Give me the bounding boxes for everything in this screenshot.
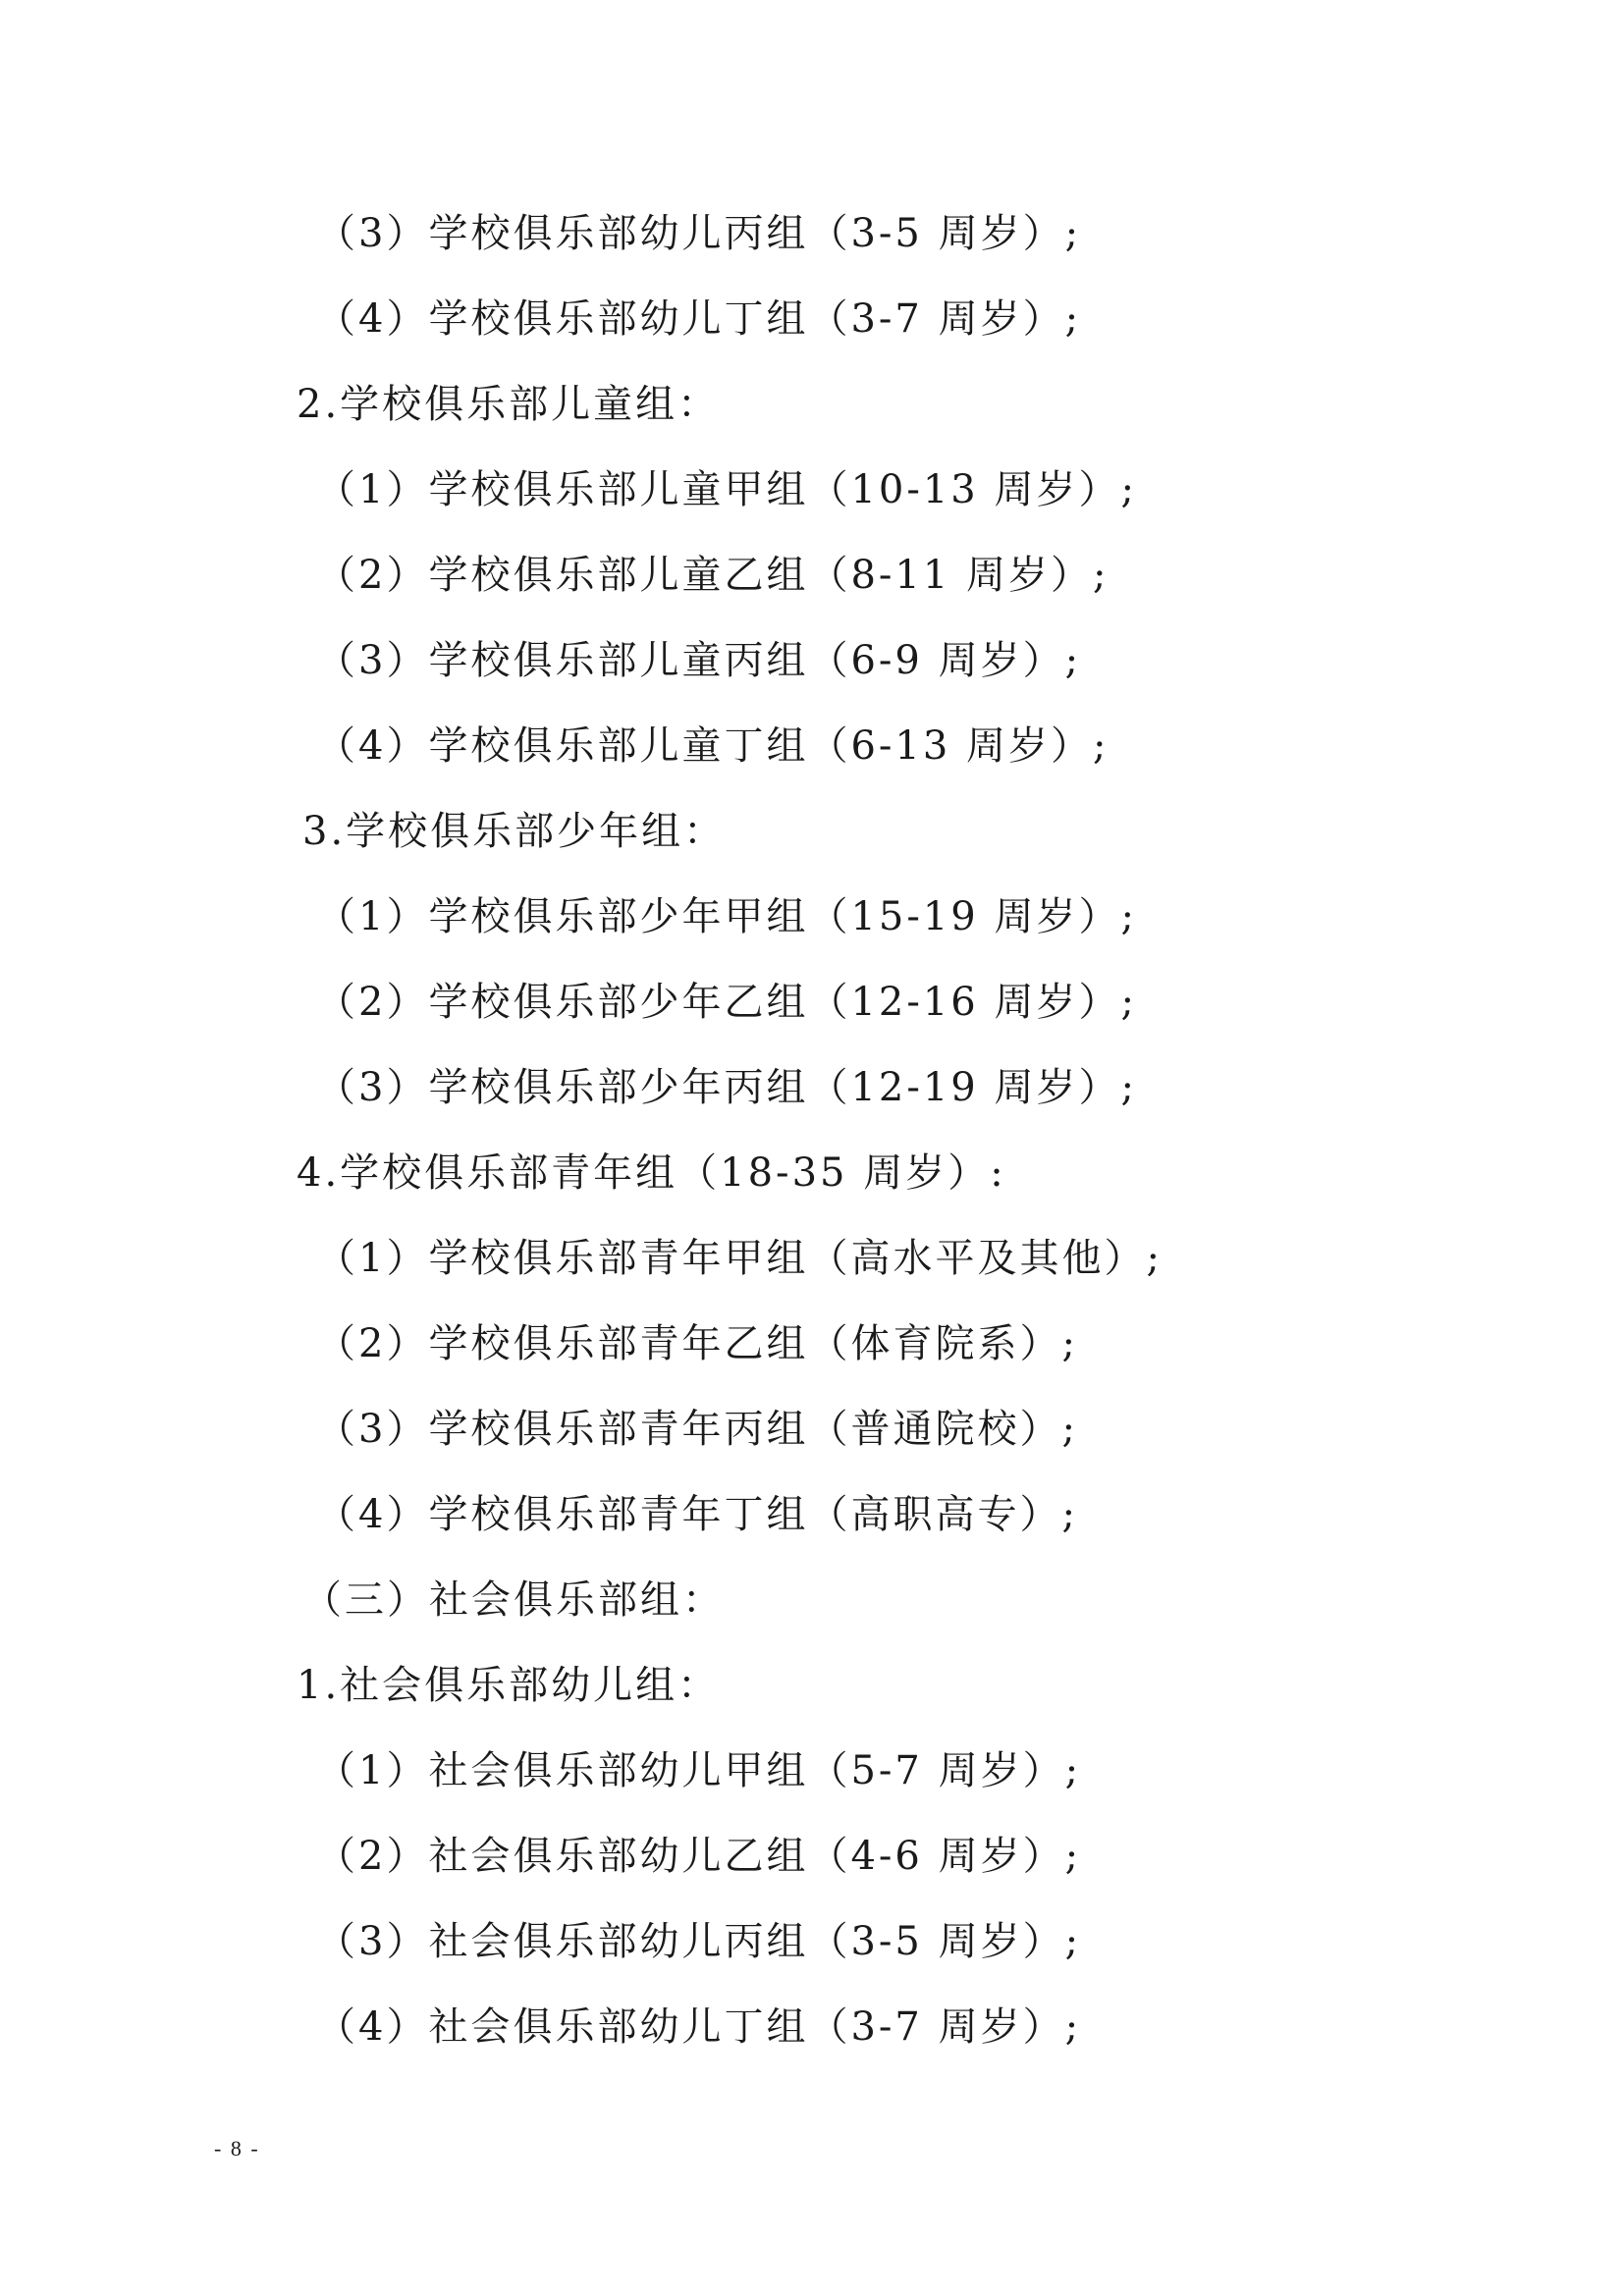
section-heading: 1.社会俱乐部幼儿组： — [297, 1663, 721, 1708]
page-number: - 8 - — [214, 2136, 260, 2161]
list-item: （4）学校俱乐部儿童丁组（6-13 周岁）; — [316, 723, 1110, 769]
list-item: （3）学校俱乐部少年丙组（12-19 周岁）; — [316, 1065, 1137, 1110]
list-item: （2）社会俱乐部幼儿乙组（4-6 周岁）; — [316, 1834, 1082, 1879]
list-item: （2）学校俱乐部儿童乙组（8-11 周岁）; — [316, 553, 1110, 598]
list-item: （4）社会俱乐部幼儿丁组（3-7 周岁）; — [316, 2004, 1082, 2050]
section-heading: 3.学校俱乐部少年组： — [302, 809, 727, 854]
list-item: （1）学校俱乐部青年甲组（高水平及其他）; — [316, 1236, 1163, 1281]
list-item: （1）社会俱乐部幼儿甲组（5-7 周岁）; — [316, 1748, 1082, 1793]
list-item: （1）学校俱乐部儿童甲组（10-13 周岁）; — [316, 467, 1137, 512]
list-item: （2）学校俱乐部少年乙组（12-16 周岁）; — [316, 980, 1137, 1025]
list-item: （3）学校俱乐部青年丙组（普通院校）; — [316, 1407, 1078, 1452]
section-heading: 2.学校俱乐部儿童组： — [297, 382, 721, 427]
list-item: （1）学校俱乐部少年甲组（15-19 周岁）; — [316, 894, 1137, 939]
list-item: （4）学校俱乐部青年丁组（高职高专）; — [316, 1492, 1078, 1537]
list-item: （2）学校俱乐部青年乙组（体育院系）; — [316, 1321, 1078, 1366]
list-item: （3）学校俱乐部儿童丙组（6-9 周岁）; — [316, 638, 1082, 683]
list-item: （4）学校俱乐部幼儿丁组（3-7 周岁）; — [316, 296, 1082, 342]
section-heading: 4.学校俱乐部青年组（18-35 周岁）: — [297, 1150, 1006, 1196]
list-item: （3）社会俱乐部幼儿丙组（3-5 周岁）; — [316, 1919, 1082, 1964]
chapter-heading: （三）社会俱乐部组： — [302, 1577, 725, 1623]
list-item: （3）学校俱乐部幼儿丙组（3-5 周岁）; — [316, 211, 1082, 256]
